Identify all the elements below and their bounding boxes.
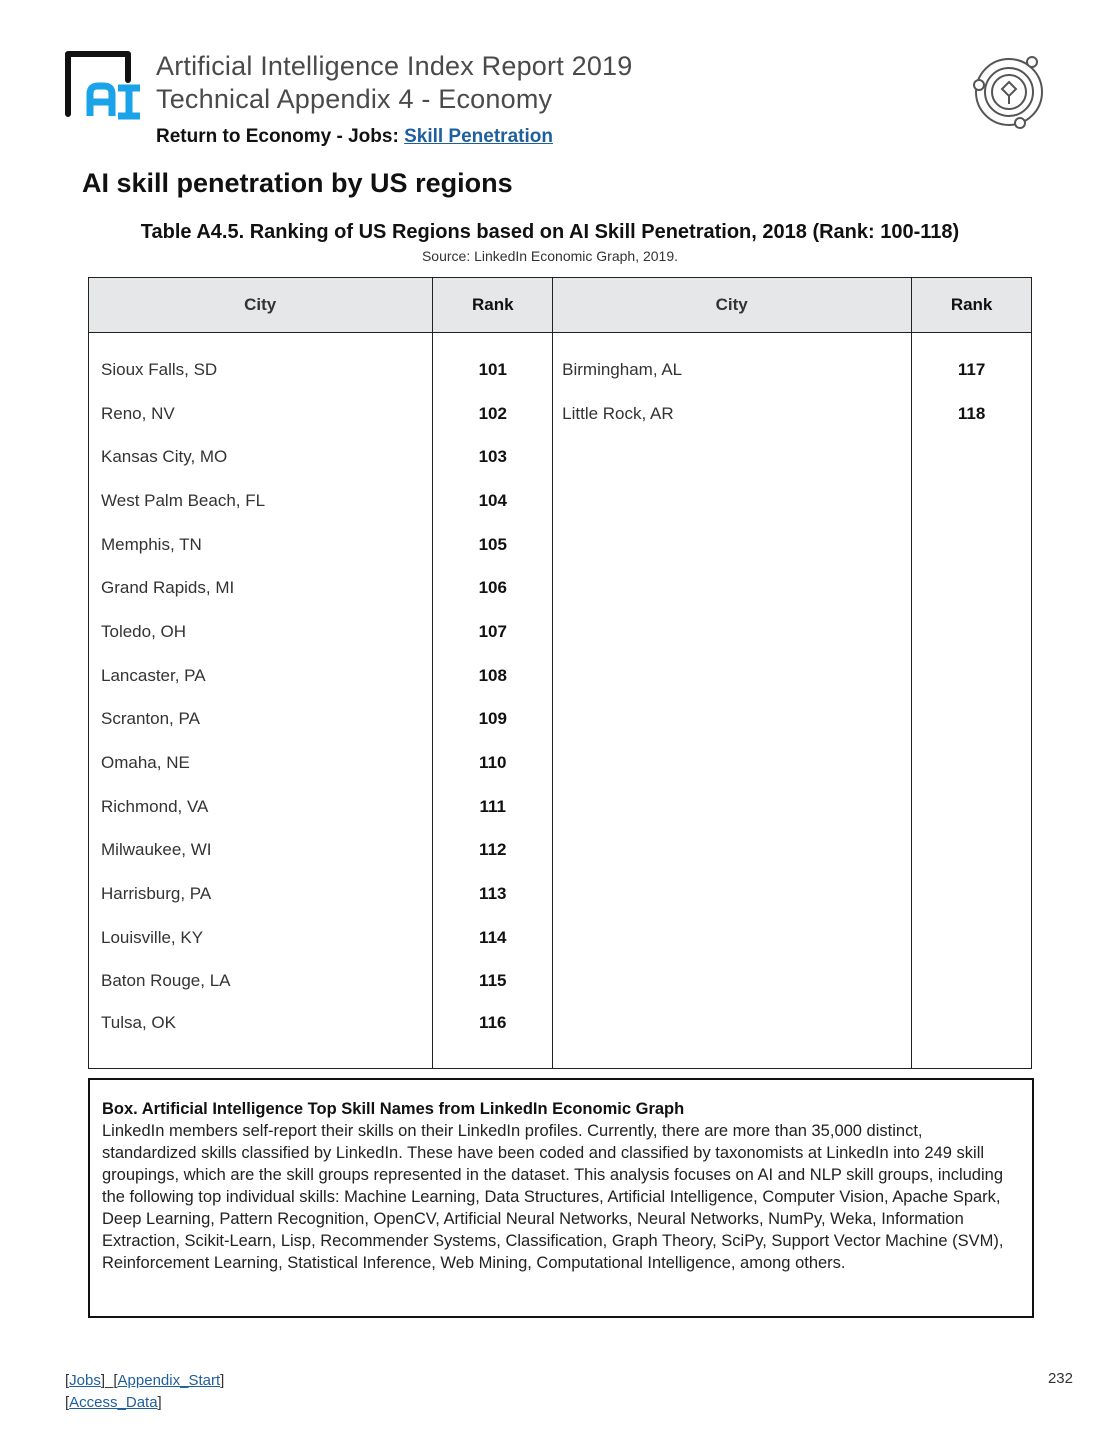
rank-cell: 117: [912, 348, 1032, 392]
city-cell: Memphis, TN: [89, 523, 433, 567]
city-cell: Birmingham, AL: [553, 348, 912, 392]
rank-cell: 104: [433, 479, 553, 523]
box-title: Box. Artificial Intelligence Top Skill Names from LinkedIn Economic Graph: [102, 1100, 685, 1118]
rank-cell: 113: [433, 872, 553, 916]
rank-cell: 116: [433, 1003, 553, 1069]
city-cell: Sioux Falls, SD: [89, 348, 433, 392]
report-title-line2: Technical Appendix 4 - Economy: [156, 84, 553, 114]
ranking-table: [88, 277, 1032, 1069]
city-cell: Scranton, PA: [89, 698, 433, 742]
table-row: [89, 785, 1032, 829]
header-city-right: City: [553, 278, 912, 333]
rank-cell: 111: [433, 785, 553, 829]
header-rank-left: Rank: [433, 278, 553, 333]
appendix-start-link[interactable]: Appendix_Start: [117, 1372, 221, 1389]
rank-cell: 112: [433, 829, 553, 873]
table-row: [89, 566, 1032, 610]
table-header-row: [89, 278, 1032, 333]
footer-separator: _: [105, 1372, 114, 1389]
table-row: [89, 960, 1032, 1004]
rank-cell: 109: [433, 698, 553, 742]
rank-cell: 115: [433, 960, 553, 1004]
header-rank-right: Rank: [912, 278, 1032, 333]
city-cell: Milwaukee, WI: [89, 829, 433, 873]
city-cell: Little Rock, AR: [553, 392, 912, 436]
section-title: AI skill penetration by US regions: [82, 168, 513, 198]
city-cell: Grand Rapids, MI: [89, 566, 433, 610]
table-row: [89, 741, 1032, 785]
rank-cell: 108: [433, 654, 553, 698]
city-cell: Louisville, KY: [89, 916, 433, 960]
table-row: [89, 872, 1032, 916]
table-source: Source: LinkedIn Economic Graph, 2019.: [421, 248, 679, 264]
table-row: [89, 829, 1032, 873]
rank-cell: 101: [433, 348, 553, 392]
rank-cell: 110: [433, 741, 553, 785]
table-row: [89, 348, 1032, 392]
rank-cell: 114: [433, 916, 553, 960]
city-cell: West Palm Beach, FL: [89, 479, 433, 523]
table-row: [89, 698, 1032, 742]
box-body: LinkedIn members self-report their skills on their LinkedIn profiles. Currently, there are more than 35,000 distinct, standardized skills classified by LinkedIn. These have been coded and classified by taxonomists at LinkedIn into 249 skill groupings, which are the skill groups represented in the dataset. This analysis focuses on AI and NLP skill groups, including the following top individual skills: Machine Learning, Data Structures, Artificial Intelligence, Computer Vision, Apache Spark, Deep Learning, Pattern Recognition, OpenCV, Artificial Neural Networks, Neural Networks, NumPy, Weka, Information Extraction, Scikit-Learn, Lisp, Recommender Systems, Classification, Graph Theory, SciPy, Support Vector Machine (SVM), Reinforcement Learning, Statistical Inference, Web Mining, Computational Intelligence, among others.: [102, 1122, 1004, 1272]
rank-cell: 106: [433, 566, 553, 610]
ai-index-logo: [64, 50, 142, 120]
rank-cell: 103: [433, 435, 553, 479]
rank-cell: 118: [912, 392, 1032, 436]
table-row: [89, 916, 1032, 960]
header-city-left: City: [89, 278, 433, 333]
skill-names-box: [88, 1078, 1034, 1318]
rank-cell: 105: [433, 523, 553, 567]
table-row: [89, 610, 1032, 654]
access-data-link[interactable]: Access_Data: [69, 1394, 158, 1411]
city-cell: Kansas City, MO: [89, 435, 433, 479]
jobs-link[interactable]: Jobs: [69, 1372, 101, 1389]
table-caption: Table A4.5. Ranking of US Regions based on AI Skill Penetration, 2018 (Rank: 100-118): [140, 221, 960, 243]
city-cell: Tulsa, OK: [89, 1003, 433, 1069]
city-cell: Toledo, OH: [89, 610, 433, 654]
city-cell: Omaha, NE: [89, 741, 433, 785]
footer-nav: [Jobs]_[Appendix_Start] [Access_Data]: [65, 1372, 225, 1411]
rank-cell: 102: [433, 392, 553, 436]
report-title-line1: Artificial Intelligence Index Report 2019: [156, 51, 633, 81]
skill-penetration-link[interactable]: Skill Penetration: [404, 126, 553, 147]
report-title: [156, 50, 632, 116]
city-cell: Harrisburg, PA: [89, 872, 433, 916]
table-row: [89, 435, 1032, 479]
table-row: [89, 654, 1032, 698]
city-cell: Baton Rouge, LA: [89, 960, 433, 1004]
city-cell: Richmond, VA: [89, 785, 433, 829]
city-cell: Reno, NV: [89, 392, 433, 436]
return-breadcrumb: [156, 126, 553, 148]
orbit-emblem-icon: [968, 52, 1050, 132]
rank-cell: 107: [433, 610, 553, 654]
table-row: [89, 479, 1032, 523]
city-cell: Lancaster, PA: [89, 654, 433, 698]
page-number: 232: [1047, 1370, 1073, 1387]
return-prefix: Return to Economy - Jobs:: [156, 126, 405, 147]
table-row: [89, 1003, 1032, 1069]
table-row: [89, 392, 1032, 436]
table-row: [89, 523, 1032, 567]
